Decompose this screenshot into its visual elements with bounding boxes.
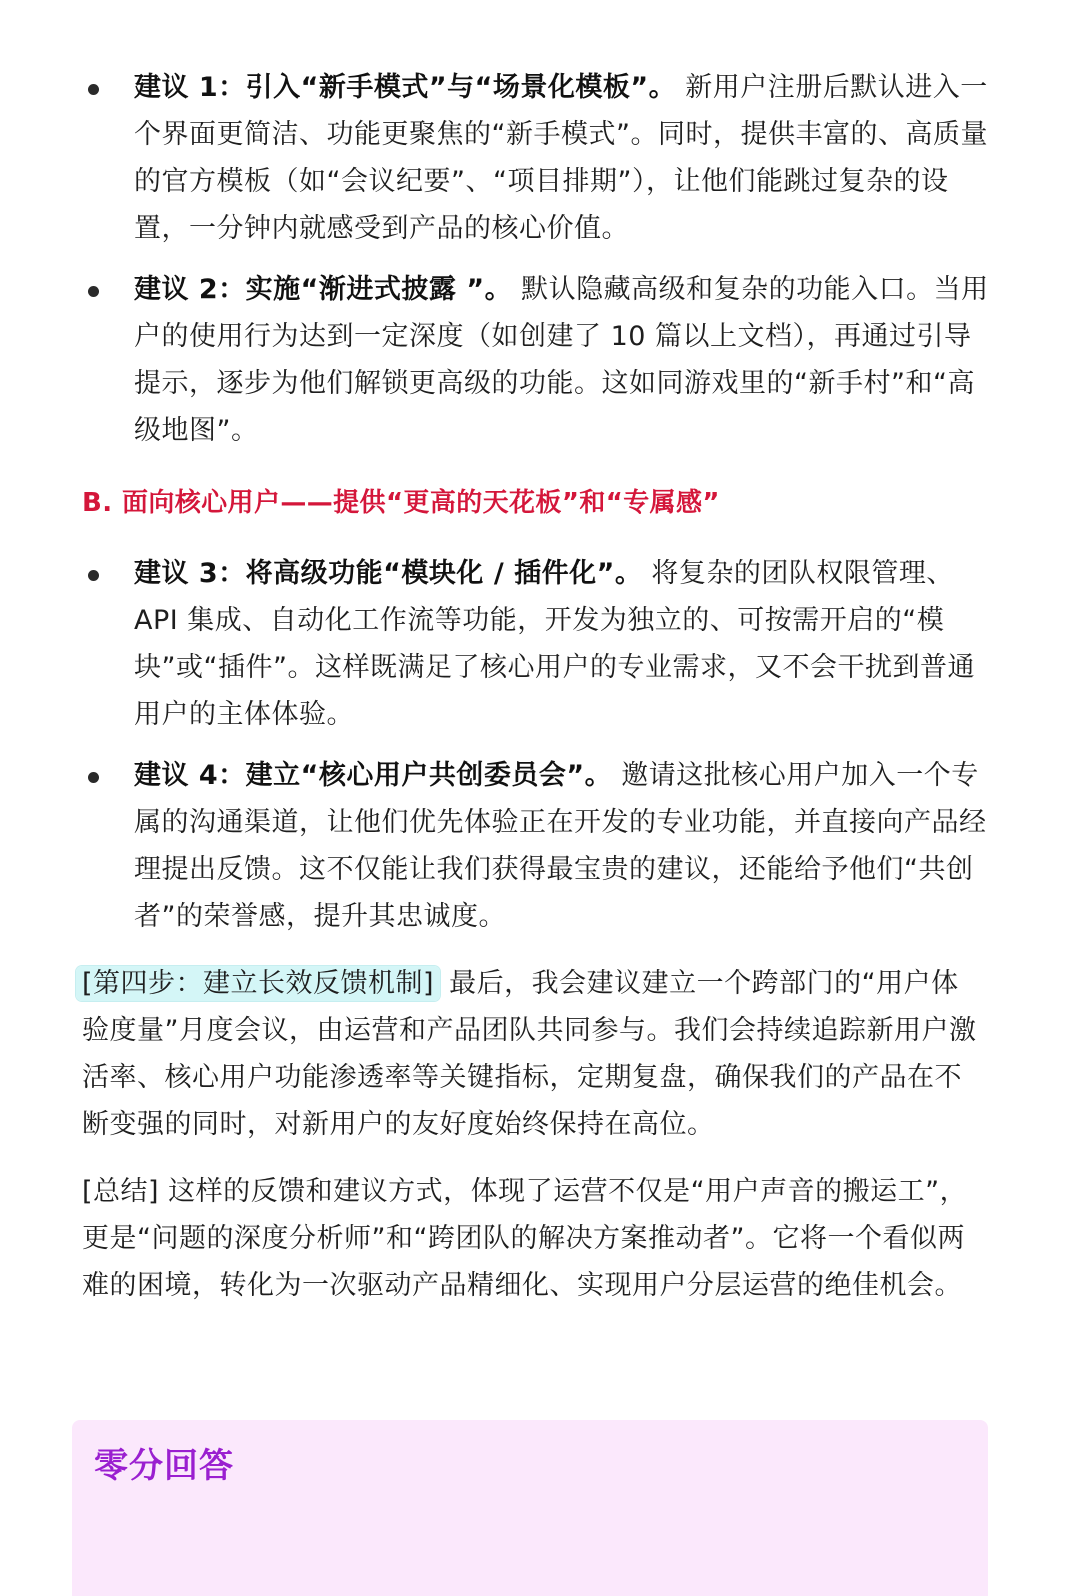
suggestion-body: 新用户注册后默认进入一个界面更简洁、功能更聚焦的“新手模式”。同时，提供丰富的、高质量的官方模板（如“会议纪要”、“项目排期”），让他们能跳过复杂的设置，一分钟内就感受到产品的核心价值。 [134, 72, 988, 244]
summary-body: 这样的反馈和建议方式，体现了运营不仅是“用户声音的搬运工”，更是“问题的深度分析师”和“跨团队的解决方案推动者”。它将一个看似两难的困境，转化为一次驱动产品精细化、实现用户分层运营的绝佳机会。 [82, 1176, 968, 1301]
suggestion-list-b [0, 550, 1078, 954]
list-item [0, 550, 1078, 738]
suggestion-list-a [0, 64, 1078, 468]
zero-answer-title: 零分回答 [94, 1446, 234, 1486]
list-item [0, 266, 1078, 454]
bullet-icon [88, 772, 99, 783]
summary-tag: [总结] [82, 1176, 160, 1207]
zero-answer-box [72, 1420, 988, 1596]
suggestion-body: 将复杂的团队权限管理、API 集成、自动化工作流等功能，开发为独立的、可按需开启的“模块”或“插件”。这样既满足了核心用户的专业需求，又不会干扰到普通用户的主体体验。 [134, 558, 975, 730]
suggestion-body: 邀请这批核心用户加入一个专属的沟通渠道，让他们优先体验正在开发的专业功能，并直接向产品经理提出反馈。这不仅能让我们获得最宝贵的建议，还能给予他们“共创者”的荣誉感，提升其忠诚度。 [134, 760, 987, 932]
suggestion-lead: 建议 1：引入“新手模式”与“场景化模板”。 [134, 72, 677, 103]
suggestion-lead: 建议 3：将高级功能“模块化 / 插件化”。 [134, 558, 643, 589]
bullet-icon [88, 286, 99, 297]
step-four-paragraph [82, 960, 982, 1148]
suggestion-lead: 建议 2：实施“渐进式披露 ”。 [134, 274, 513, 305]
step-four-body: 最后，我会建议建立一个跨部门的“用户体验度量”月度会议，由运营和产品团队共同参与。我们会持续追踪新用户激活率、核心用户功能渗透率等关键指标，定期复盘，确保我们的产品在不断变强的同时，对新用户的友好度始终保持在高位。 [82, 968, 977, 1140]
suggestion-lead: 建议 4：建立“核心用户共创委员会”。 [134, 760, 613, 791]
bullet-icon [88, 570, 99, 581]
step-four-tag: [第四步：建立长效反馈机制] [76, 966, 440, 1001]
bullet-icon [88, 84, 99, 95]
list-item [0, 64, 1078, 252]
suggestion-body: 默认隐藏高级和复杂的功能入口。当用户的使用行为达到一定深度（如创建了 10 篇以上文档），再通过引导提示，逐步为他们解锁更高级的功能。这如同游戏里的“新手村”和“高级地图”。 [134, 274, 989, 446]
list-item [0, 752, 1078, 940]
summary-paragraph [82, 1168, 982, 1309]
section-heading-core-users: B. 面向核心用户——提供“更高的天花板”和“专属感” [82, 488, 720, 518]
